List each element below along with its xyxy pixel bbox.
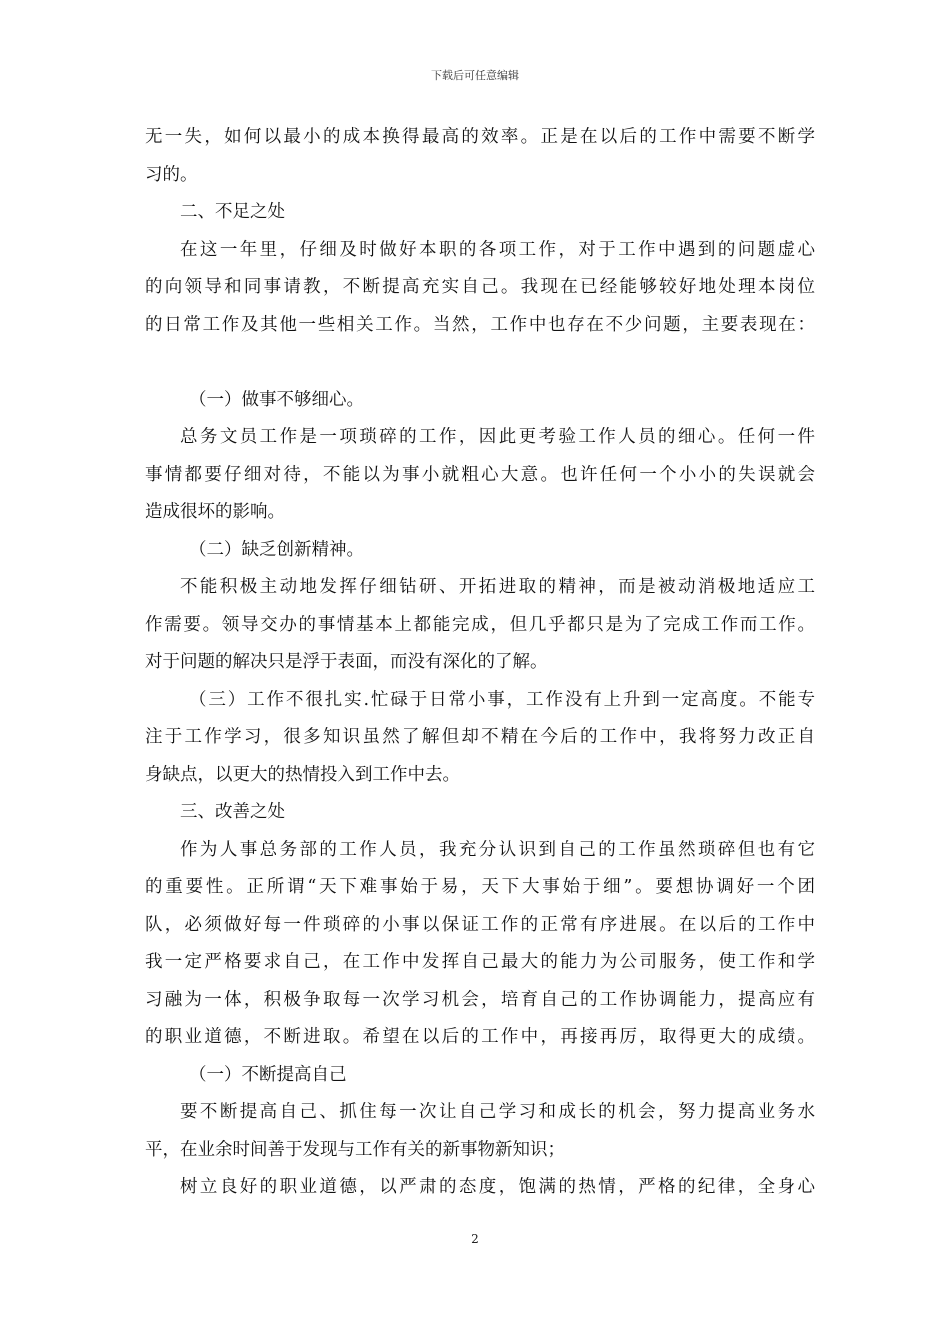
paragraph-line: 要不断提高自己、抓住每一次让自己学习和成长的机会，努力提高业务水 <box>180 1102 815 1122</box>
paragraph-line: 对于问题的解决只是浮于表面，而没有深化的了解。 <box>145 652 548 672</box>
paragraph-line: 总务文员工作是一项琐碎的工作，因此更考验工作人员的细心。任何一件 <box>180 427 815 447</box>
paragraph-line: 的重要性。正所谓“天下难事始于易，天下大事始于细”。要想协调好一个团 <box>145 877 815 897</box>
paragraph-line: 无一失，如何以最小的成本换得最高的效率。正是在以后的工作中需要不断学 <box>145 127 815 147</box>
paragraph-line: 的日常工作及其他一些相关工作。当然，工作中也存在不少问题，主要表现在： <box>145 314 815 335</box>
section-heading: （一）做事不够细心。 <box>189 389 364 410</box>
paragraph-line: 队，必须做好每一件琐碎的小事以保证工作的正常有序进展。在以后的工作中 <box>145 914 815 935</box>
paragraph-line: 不能积极主动地发挥仔细钻研、开拓进取的精神，而是被动消极地适应工 <box>180 577 815 597</box>
blank-line <box>145 344 815 382</box>
paragraph-line: 作为人事总务部的工作人员，我充分认识到自己的工作虽然琐碎但也有它 <box>180 839 815 860</box>
paragraph-line: 事情都要仔细对待，不能以为事小就粗心大意。也许任何一个小小的失误就会 <box>145 464 815 485</box>
paragraph-line: 的向领导和同事请教，不断提高充实自己。我现在已经能够较好地处理本岗位 <box>145 277 815 297</box>
page-header: 下载后可任意编辑 <box>431 69 519 82</box>
page-number: 2 <box>471 1232 479 1246</box>
paragraph-line: 习融为一体，积极争取每一次学习机会，培育自己的工作协调能力，提高应有 <box>145 989 815 1010</box>
section-heading: 三、改善之处 <box>180 802 285 822</box>
paragraph-line: 树立良好的职业道德，以严肃的态度，饱满的热情，严格的纪律，全身心 <box>180 1177 815 1197</box>
section-heading: 二、不足之处 <box>180 202 285 222</box>
paragraph-line: 在这一年里，仔细及时做好本职的各项工作，对于工作中遇到的问题虚心 <box>180 239 815 260</box>
paragraph-line: 注于工作学习，很多知识虽然了解但却不精在今后的工作中，我将努力改正自 <box>145 727 815 747</box>
document-body <box>145 119 815 1207</box>
paragraph-line: 身缺点，以更大的热情投入到工作中去。 <box>145 764 460 785</box>
paragraph-line: 的职业道德，不断进取。希望在以后的工作中，再接再厉，取得更大的成绩。 <box>145 1027 815 1047</box>
paragraph-line: 习的。 <box>145 164 198 185</box>
section-heading: （一）不断提高自己 <box>189 1064 347 1085</box>
paragraph-line: 平，在业余时间善于发现与工作有关的新事物新知识； <box>145 1139 565 1160</box>
section-heading: （二）缺乏创新精神。 <box>189 539 364 560</box>
paragraph-line: 造成很坏的影响。 <box>145 502 285 522</box>
paragraph-line: 我一定严格要求自己，在工作中发挥自己最大的能力为公司服务，使工作和学 <box>145 952 815 972</box>
paragraph-line: 作需要。领导交办的事情基本上都能完成，但几乎都只是为了完成工作而工作。 <box>145 614 815 635</box>
paragraph-line: （三）工作不很扎实.忙碌于日常小事，工作没有上升到一定高度。不能专 <box>189 689 815 710</box>
